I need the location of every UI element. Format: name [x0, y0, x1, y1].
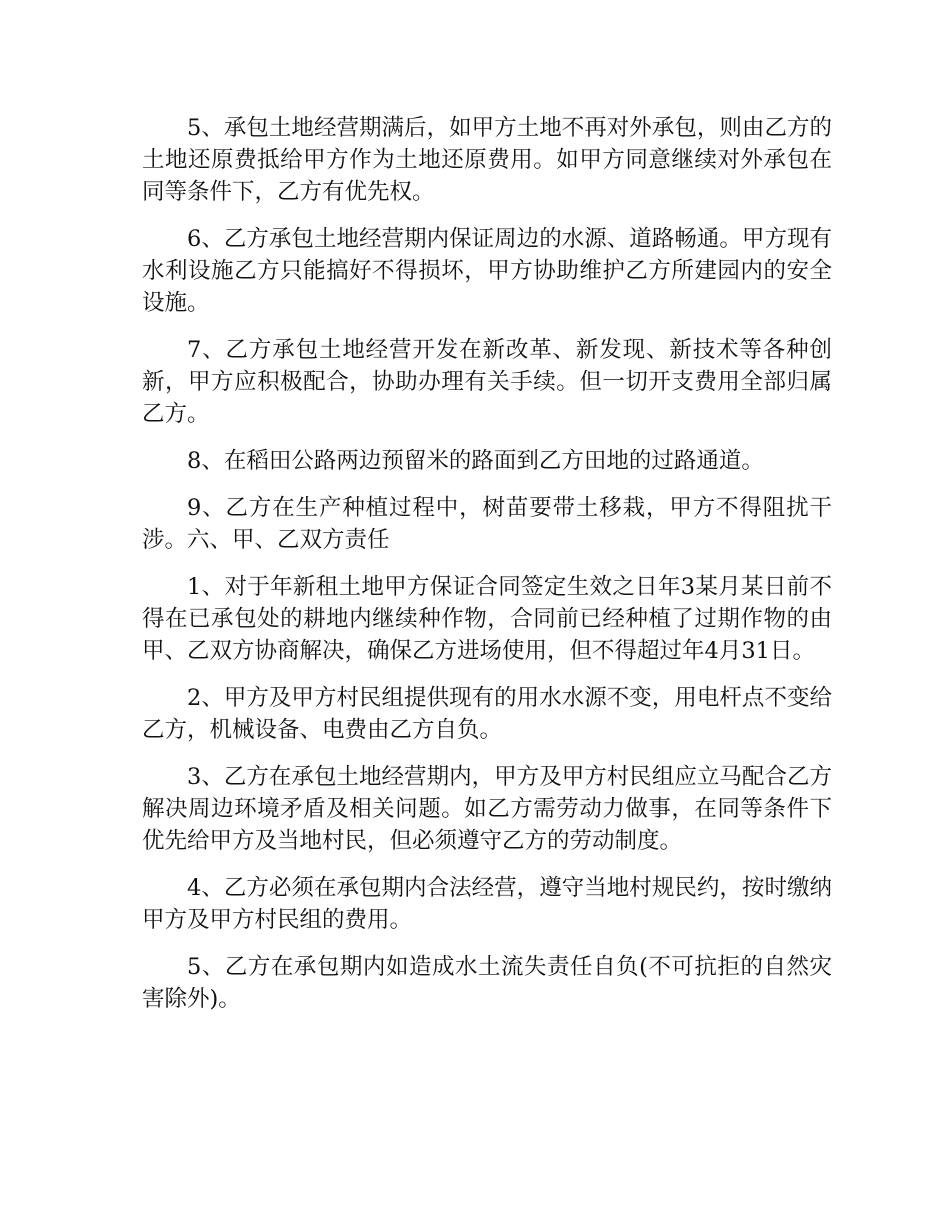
clause-paragraph: 9、乙方在生产种植过程中，树苗要带土移栽，甲方不得阻扰干涉。六、甲、乙双方责任	[142, 495, 832, 553]
clause-paragraph: 2、甲方及甲方村民组提供现有的用水水源不变，用电杆点不变给乙方，机械设备、电费由乙方自负。	[142, 685, 832, 743]
clause-paragraph: 3、乙方在承包土地经营期内，甲方及甲方村民组应立马配合乙方解决周边环境矛盾及相关问题。如乙方需劳动力做事，在同等条件下优先给甲方及当地村民，但必须遵守乙方的劳动制度。	[142, 764, 832, 854]
clause-paragraph: 5、乙方在承包期内如造成水土流失责任自负(不可抗拒的自然灾害除外)。	[142, 954, 832, 1012]
document-body	[142, 112, 832, 1030]
clause-paragraph: 5、承包土地经营期满后，如甲方土地不再对外承包，则由乙方的土地还原费抵给甲方作为土地还原费用。如甲方同意继续对外承包在同等条件下，乙方有优先权。	[142, 115, 832, 205]
clause-paragraph: 8、在稻田公路两边预留米的路面到乙方田地的过路通道。	[187, 448, 764, 474]
clause-paragraph: 7、乙方承包土地经营开发在新改革、新发现、新技术等各种创新，甲方应积极配合，协助办理有关手续。但一切开支费用全部归属乙方。	[142, 337, 832, 427]
clause-paragraph: 4、乙方必须在承包期内合法经营，遵守当地村规民约，按时缴纳甲方及甲方村民组的费用。	[142, 875, 832, 933]
clause-paragraph: 6、乙方承包土地经营期内保证周边的水源、道路畅通。甲方现有水利设施乙方只能搞好不得损坏，甲方协助维护乙方所建园内的安全设施。	[142, 226, 832, 316]
clause-paragraph: 1、对于年新租土地甲方保证合同签定生效之日年3某月某日前不得在已承包处的耕地内继续种作物，合同前已经种植了过期作物的由甲、乙双方协商解决，确保乙方进场使用，但不得超过年4月31日。	[142, 574, 832, 664]
